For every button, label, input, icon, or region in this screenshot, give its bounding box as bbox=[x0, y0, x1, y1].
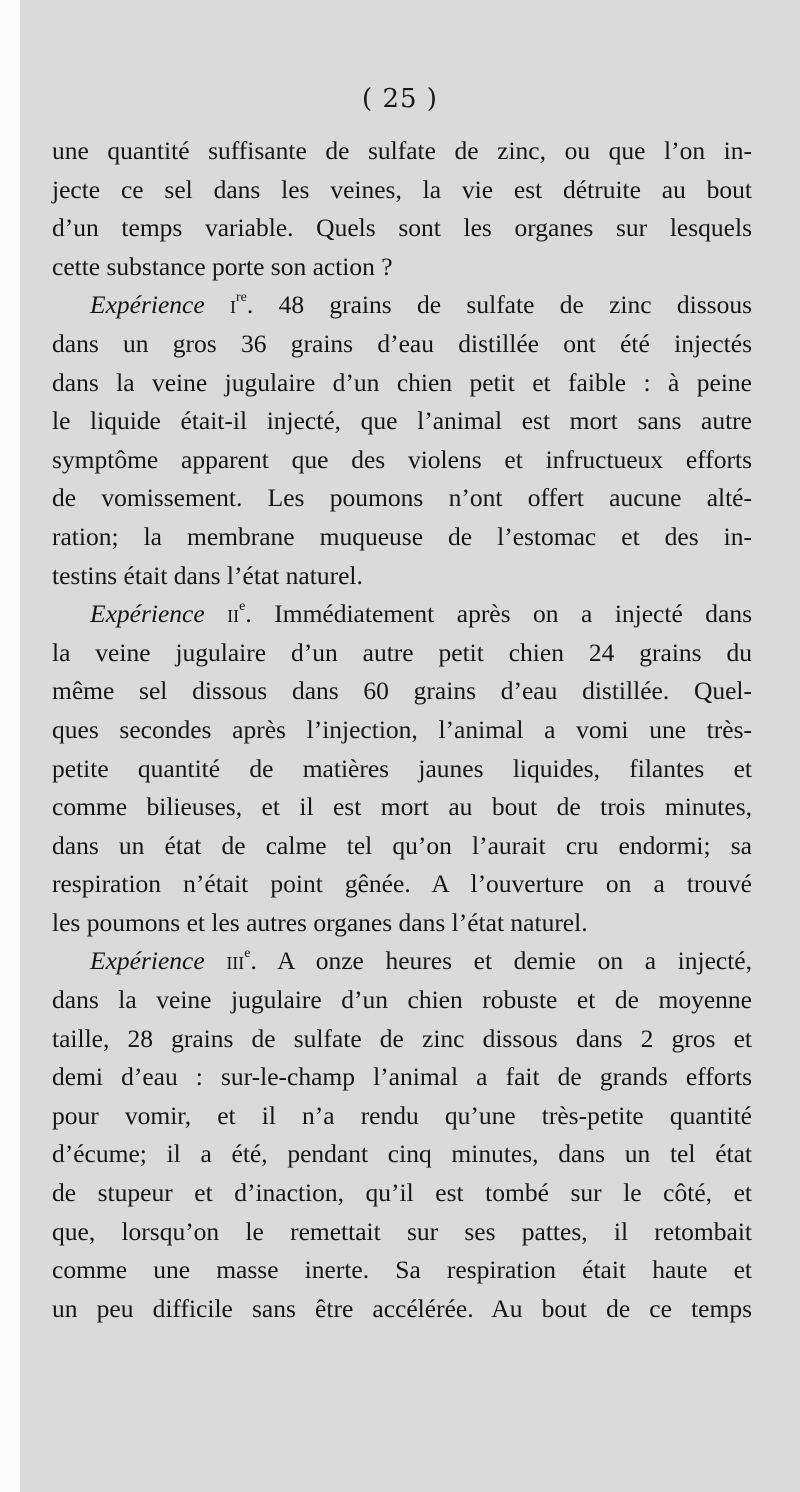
text-line bbox=[52, 904, 752, 943]
text-line bbox=[52, 634, 752, 673]
experience-label: Expérience bbox=[90, 599, 205, 629]
line-text: . Immédiatement après on a injecté dans bbox=[245, 599, 753, 629]
text-line bbox=[52, 209, 752, 248]
line-text: pour vomir, et il n’a rendu qu’une très-petite quantité bbox=[52, 1100, 752, 1130]
text-line bbox=[52, 788, 752, 827]
experience-ordinal: e bbox=[239, 598, 246, 614]
experience-label: Expérience bbox=[90, 290, 205, 320]
text-line bbox=[52, 1058, 752, 1097]
text-line bbox=[52, 672, 752, 711]
page-number: ( 25 ) bbox=[362, 84, 438, 114]
experience-label: Expérience bbox=[90, 946, 205, 976]
line-text: petite quantité de matières jaunes liquides, filantes et bbox=[52, 753, 752, 783]
line-text: une quantité suffisante de sulfate de zinc, ou que l’on in- bbox=[52, 136, 752, 165]
line-text: d’écume; il a été, pendant cinq minutes, dans un tel état bbox=[52, 1139, 752, 1169]
text-line bbox=[52, 865, 752, 904]
line-text: testins était dans l’état naturel. bbox=[52, 560, 363, 590]
line-text: . A onze heures et demie on a injecté, bbox=[250, 946, 752, 976]
text-line bbox=[52, 248, 752, 287]
line-text: la veine jugulaire d’un autre petit chien 24 grains du bbox=[52, 637, 752, 667]
text-line bbox=[52, 325, 752, 364]
line-text: comme bilieuses, et il est mort au bout de trois minutes, bbox=[52, 792, 752, 822]
experience-heading-line bbox=[52, 286, 752, 325]
experience-ordinal: re bbox=[236, 289, 247, 305]
experience-number: i bbox=[230, 290, 237, 320]
text-line bbox=[52, 711, 752, 750]
line-text: ration; la membrane muqueuse de l’estomac et des in- bbox=[52, 521, 752, 551]
line-text: ques secondes après l’injection, l’animal a vomi une très- bbox=[52, 714, 752, 744]
experience-heading-line bbox=[52, 942, 752, 981]
line-text: que, lorsqu’on le remettait sur ses pattes, il retombait bbox=[52, 1216, 752, 1246]
text-line bbox=[52, 402, 752, 441]
text-line bbox=[52, 557, 752, 596]
line-text: les poumons et les autres organes dans l’état naturel. bbox=[52, 907, 588, 937]
line-text: demi d’eau : sur-le-champ l’animal a fait de grands efforts bbox=[52, 1062, 752, 1092]
line-text: d’un temps variable. Quels sont les organes sur lesquels bbox=[52, 213, 752, 243]
line-text: . 48 grains de sulfate de zinc dissous bbox=[246, 290, 752, 320]
text-line bbox=[52, 1135, 752, 1174]
text-line bbox=[52, 518, 752, 557]
line-text: de stupeur et d’inaction, qu’il est tombé sur le côté, et bbox=[52, 1178, 752, 1208]
line-text: dans la veine jugulaire d’un chien petit et faible : à peine bbox=[52, 367, 752, 397]
page-edge bbox=[0, 0, 20, 1492]
experience-heading-line bbox=[52, 595, 752, 634]
text-line bbox=[52, 1213, 752, 1252]
line-text: de vomissement. Les poumons n’ont offert aucune alté- bbox=[52, 483, 752, 513]
line-text: symptôme apparent que des violens et infructueux efforts bbox=[52, 444, 752, 474]
text-line bbox=[52, 1097, 752, 1136]
line-text: le liquide était-il injecté, que l’animal est mort sans autre bbox=[52, 406, 752, 436]
text-line bbox=[52, 750, 752, 789]
experience-number: ii bbox=[227, 599, 240, 629]
text-line bbox=[52, 827, 752, 866]
text-line bbox=[52, 1020, 752, 1059]
line-text: comme une masse inerte. Sa respiration était haute et bbox=[52, 1255, 752, 1285]
text-line bbox=[52, 364, 752, 403]
text-line bbox=[52, 981, 752, 1020]
text-line bbox=[52, 1251, 752, 1290]
line-text: un peu difficile sans être accélérée. Au bout de ce temps bbox=[52, 1293, 752, 1323]
experience-ordinal: e bbox=[244, 945, 251, 961]
line-text: cette substance porte son action ? bbox=[52, 251, 393, 281]
text-line bbox=[52, 171, 752, 210]
line-text: même sel dissous dans 60 grains d’eau distillée. Quel- bbox=[52, 676, 752, 706]
text-line bbox=[52, 479, 752, 518]
line-text: dans la veine jugulaire d’un chien robuste et de moyenne bbox=[52, 985, 752, 1015]
body-text bbox=[52, 132, 752, 1328]
line-text: respiration n’était point gênée. A l’ouverture on a trouvé bbox=[52, 869, 752, 899]
line-text: dans un gros 36 grains d’eau distillée ont été injectés bbox=[52, 328, 752, 358]
experience-number: iii bbox=[226, 946, 245, 976]
text-line bbox=[52, 1290, 752, 1329]
line-text: jecte ce sel dans les veines, la vie est détruite au bout bbox=[52, 174, 752, 204]
text-line bbox=[52, 132, 752, 171]
text-line bbox=[52, 1174, 752, 1213]
line-text: taille, 28 grains de sulfate de zinc dissous dans 2 gros et bbox=[52, 1023, 752, 1053]
line-text: dans un état de calme tel qu’on l’aurait cru endormi; sa bbox=[52, 830, 752, 860]
text-line bbox=[52, 441, 752, 480]
